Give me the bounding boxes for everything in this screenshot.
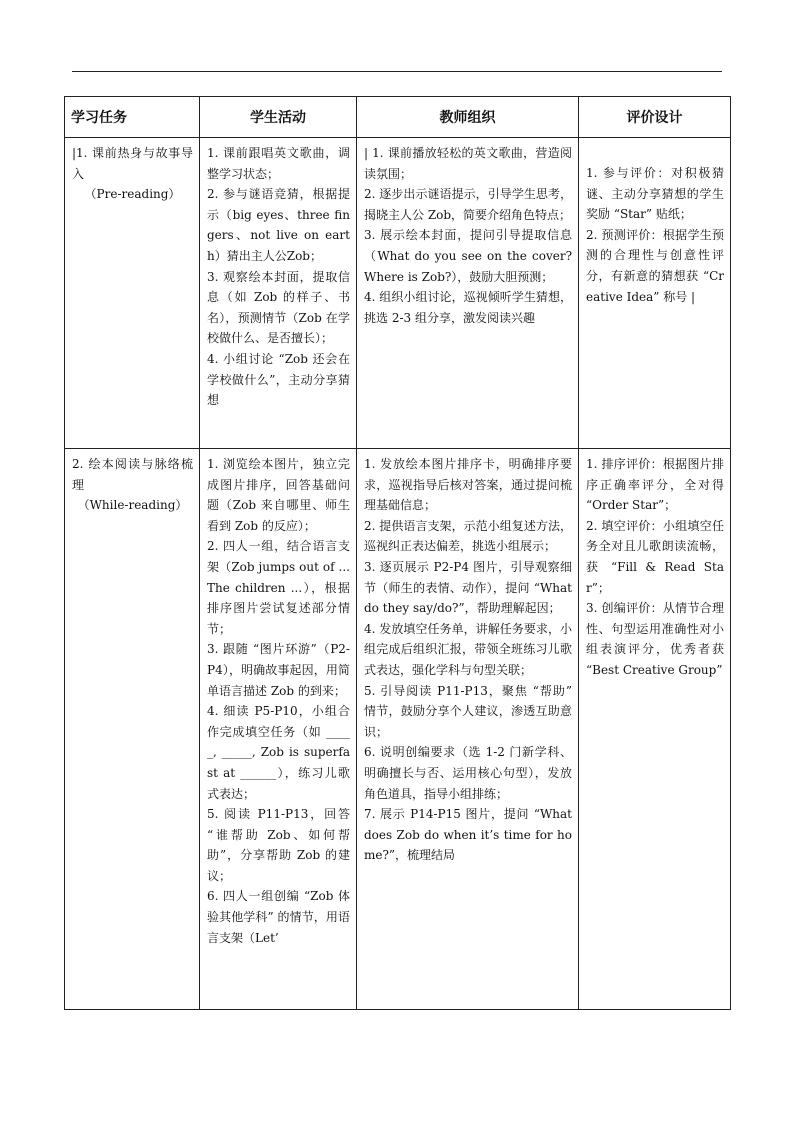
teacher-organization-item: 2. 逐步出示谜语提示，引导学生思考，揭晓主人公 Zob，简要介绍角色特点； (364, 187, 572, 222)
teacher-organization-item: 3. 展示绘本封面，提问引导提取信息（What do you see on the cover? Where is Zob?），鼓励大胆预测； (364, 228, 572, 284)
task-subtitle: （Pre-reading） (84, 187, 181, 202)
task-title: |1. 课前热身与故事导入 (72, 146, 193, 181)
header-student-activity: 学生活动 (200, 97, 357, 138)
teacher-organization-item: 4. 组织小组讨论，巡视倾听学生猜想，挑选 2-3 组分享，激发阅读兴趣 (364, 290, 572, 325)
teacher-organization-cell (357, 138, 579, 449)
student-activity-item: 2. 参与谜语竞猜，根据提示（big eyes、three fingers、not live on earth）猜出主人公Zob； (207, 187, 350, 263)
evaluation-item: 2. 填空评价：小组填空任务全对且儿歌朗读流畅，获 “Fill & Read Star”； (586, 518, 724, 595)
teacher-organization-item: 7. 展示 P14-P15 图片，提问 “What does Zob do when it’s time for home?”，梳理结局 (364, 807, 572, 863)
student-activity-item: 1. 课前跟唱英文歌曲，调整学习状态； (207, 146, 350, 181)
task-title: 2. 绘本阅读与脉络梳理 (72, 457, 193, 492)
teacher-organization-item: 5. 引导阅读 P11-P13，聚焦 “帮助” 情节，鼓励分享个人建议，渗透互助意识； (364, 683, 572, 739)
teacher-organization-item: 6. 说明创编要求（选 1-2 门新学科、明确擅长与否、运用核心句型），发放角色道具，指导小组排练； (364, 745, 572, 801)
student-activity-item: 4. 细读 P5-P10，小组合作完成填空任务（如 _____, _____, Zob is superfast at ______），练习儿歌式表达； (207, 704, 350, 801)
evaluation-item: 1. 参与评价：对积极猜谜、主动分享猜想的学生奖励 “Star” 贴纸； (586, 166, 724, 222)
evaluation-cell (579, 138, 731, 449)
student-activity-cell (200, 449, 357, 1010)
teacher-organization-item: 1. 发放绘本图片排序卡，明确排序要求，巡视指导后核对答案，通过提问梳理基础信息； (364, 457, 572, 513)
student-activity-item: 5. 阅读 P11-P13，回答 “谁帮助 Zob、如何帮助”，分享帮助 Zob 的建议； (207, 807, 350, 883)
lesson-plan-table (64, 96, 731, 1010)
task-cell (65, 138, 200, 449)
table-row (65, 138, 731, 449)
evaluation-item: 3. 创编评价：从情节合理性、句型运用准确性对小组表演评分，优秀者获 “Best Creative Group” (586, 601, 724, 677)
student-activity-item: 3. 跟随 “图片环游”（P2-P4），明确故事起因，用简单语言描述 Zob 的到来； (207, 642, 350, 698)
teacher-organization-item: 3. 逐页展示 P2-P4 图片，引导观察细节（师生的表情、动作），提问 “What do they say/do?”，帮助理解起因； (364, 559, 572, 616)
header-rule (72, 71, 722, 72)
teacher-organization-item: 4. 发放填空任务单，讲解任务要求，小组完成后组织汇报，带领全班练习儿歌式表达，强化学科与句型关联； (364, 621, 572, 677)
header-task: 学习任务 (65, 97, 200, 138)
student-activity-item: 6. 四人一组创编 “Zob 体验其他学科” 的情节，用语言支架（Let’ (207, 889, 350, 945)
student-activity-item: 1. 浏览绘本图片，独立完成图片排序，回答基础问题（Zob 来自哪里、师生看到 Zob 的反应）； (207, 457, 350, 533)
task-cell (65, 449, 200, 1010)
student-activity-item: 3. 观察绘本封面，提取信息（如 Zob 的样子、书名），预测情节（Zob 在学校做什么、是否擅长）； (207, 269, 350, 346)
teacher-organization-cell (357, 449, 579, 1010)
evaluation-cell (579, 449, 731, 1010)
evaluation-item: 2. 预测评价：根据学生预测的合理性与创意性评分，有新意的猜想获 “Creative Idea” 称号 | (586, 227, 724, 304)
task-subtitle: （While-reading） (77, 498, 188, 513)
table-row (65, 449, 731, 1010)
header-evaluation-design: 评价设计 (579, 97, 731, 138)
table-header-row (65, 97, 731, 138)
student-activity-cell (200, 138, 357, 449)
student-activity-item: 4. 小组讨论 “Zob 还会在学校做什么”，主动分享猜想 (207, 351, 350, 408)
student-activity-item: 2. 四人一组，结合语言支架（Zob jumps out of ... The children ...），根据排序图片尝试复述部分情节； (207, 539, 350, 636)
teacher-organization-item: | 1. 课前播放轻松的英文歌曲，营造阅读氛围； (364, 146, 572, 181)
teacher-organization-item: 2. 提供语言支架，示范小组复述方法，巡视纠正表达偏差，挑选小组展示； (364, 518, 572, 554)
header-teacher-organization: 教师组织 (357, 97, 579, 138)
evaluation-item: 1. 排序评价：根据图片排序正确率评分，全对得 “Order Star”； (586, 457, 724, 513)
